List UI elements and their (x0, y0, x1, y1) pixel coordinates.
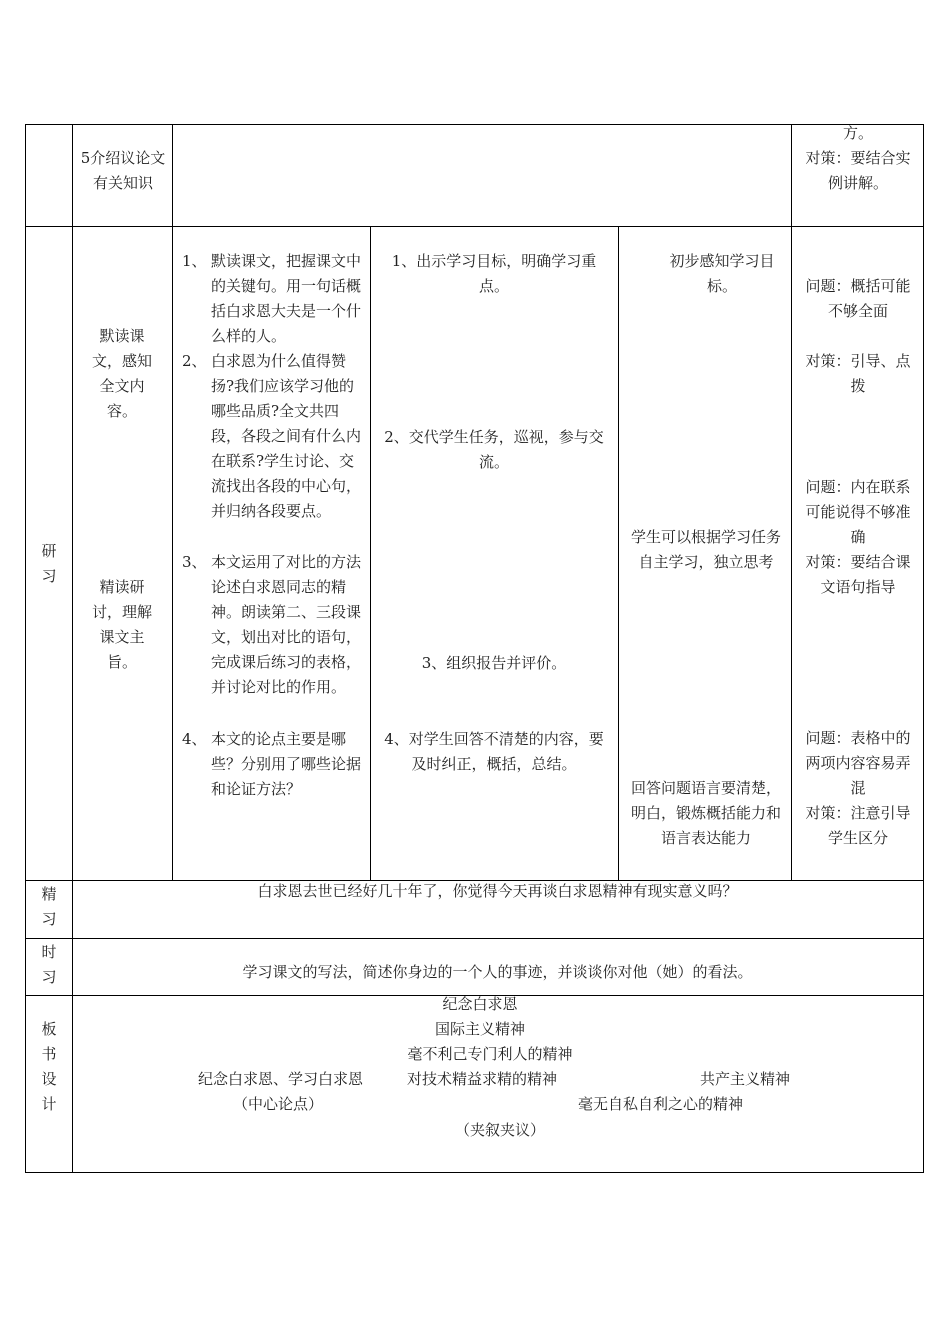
task-number: 2、 (182, 352, 207, 370)
teacher-activity: 1、出示学习目标，明确学习重点。 (391, 252, 597, 295)
teacher-activity: 2、交代学生任务，巡视，参与交流。 (384, 428, 604, 471)
row-divider (25, 938, 924, 939)
task-number: 3、 (182, 553, 207, 571)
task-text: 默读课文，把握课文中的关键句。用一句话概括白求恩大夫是一个什么样的人。 (211, 252, 362, 345)
content-silent-reading: 默读课文，感知全文内容。 (91, 327, 152, 420)
content-close-reading: 精读研讨，理解课文主旨。 (91, 578, 152, 671)
board-right: 共产主义精神 (700, 1070, 791, 1088)
teacher-activity: 4、对学生回答不清楚的内容，要及时纠正，概括，总结。 (384, 730, 604, 773)
problem-countermeasure: 对策：引导、点拨 (805, 352, 911, 395)
task-text: 白求恩为什么值得赞扬?我们应该学习他的哪些品质?全文共四段，各段之间有什么内在联系?学生讨论、交流找出各段的中心句，并归纳各段要点。 (211, 352, 362, 520)
section-label-shixi: 时习 (41, 943, 57, 986)
shixi-assignment: 学习课文的写法，简述你身边的一个人的事迹，并谈谈你对他（她）的看法。 (242, 963, 753, 981)
problem-countermeasure: 问题：内在联系可能说得不够准确 对策：要结合课文语句指导 (805, 478, 911, 596)
task-number: 4、 (182, 730, 207, 748)
teacher-activity: 3、组织报告并评价。 (421, 654, 567, 672)
column-divider (370, 226, 371, 880)
problem-countermeasure: 问题：概括可能不够全面 (805, 277, 911, 320)
table-border-right (923, 124, 924, 1172)
task-number: 1、 (182, 252, 207, 270)
jingxi-question: 白求恩去世已经好几十年了，你觉得今天再谈白求恩精神有现实意义吗？ (257, 882, 738, 900)
countermeasure-cell: 方。 对策：要结合实例讲解。 (805, 124, 911, 192)
task-text: 本文的论点主要是哪些？分别用了哪些论据和论证方法？ (211, 730, 362, 798)
topic-cell: 5介绍议论文有关知识 (80, 149, 166, 192)
board-line: 毫无自私自利之心的精神 (578, 1095, 744, 1113)
column-divider (172, 124, 173, 880)
board-left: 纪念白求恩、学习白求恩 (198, 1070, 364, 1088)
task-text: 本文运用了对比的方法论述白求恩同志的精神。朗读第二、三段课文，划出对比的语句，完成课后练习的表格，并讨论对比的作用。 (211, 553, 362, 696)
section-label-yanxi: 研习 (41, 542, 57, 585)
student-activity: 回答问题语言要清楚，明白，锻炼概括能力和语言表达能力 (630, 779, 781, 847)
board-line: 国际主义精神 (434, 1020, 525, 1038)
board-line: 毫不利己专门利人的精神 (407, 1045, 573, 1063)
column-divider (72, 124, 73, 1172)
section-label-jingxi: 精习 (41, 885, 57, 928)
student-activity: 初步感知学习目标。 (669, 252, 775, 295)
row-divider (25, 226, 924, 227)
section-label-banshu: 板书设计 (41, 1020, 57, 1113)
board-sub-center: （夹叙夹议） (454, 1121, 545, 1139)
column-divider (791, 124, 792, 880)
column-divider (618, 226, 619, 880)
student-activity: 学生可以根据学习任务自主学习，独立思考 (630, 528, 781, 571)
board-line: 对技术精益求精的精神 (407, 1070, 558, 1088)
table-border-left (25, 124, 26, 1172)
problem-countermeasure: 问题：表格中的两项内容容易弄混 对策：注意引导学生区分 (805, 729, 911, 847)
board-sub-left: （中心论点） (233, 1095, 324, 1113)
table-border-top (25, 124, 924, 125)
table-border-bottom (25, 1172, 924, 1173)
board-title: 纪念白求恩 (442, 995, 518, 1013)
